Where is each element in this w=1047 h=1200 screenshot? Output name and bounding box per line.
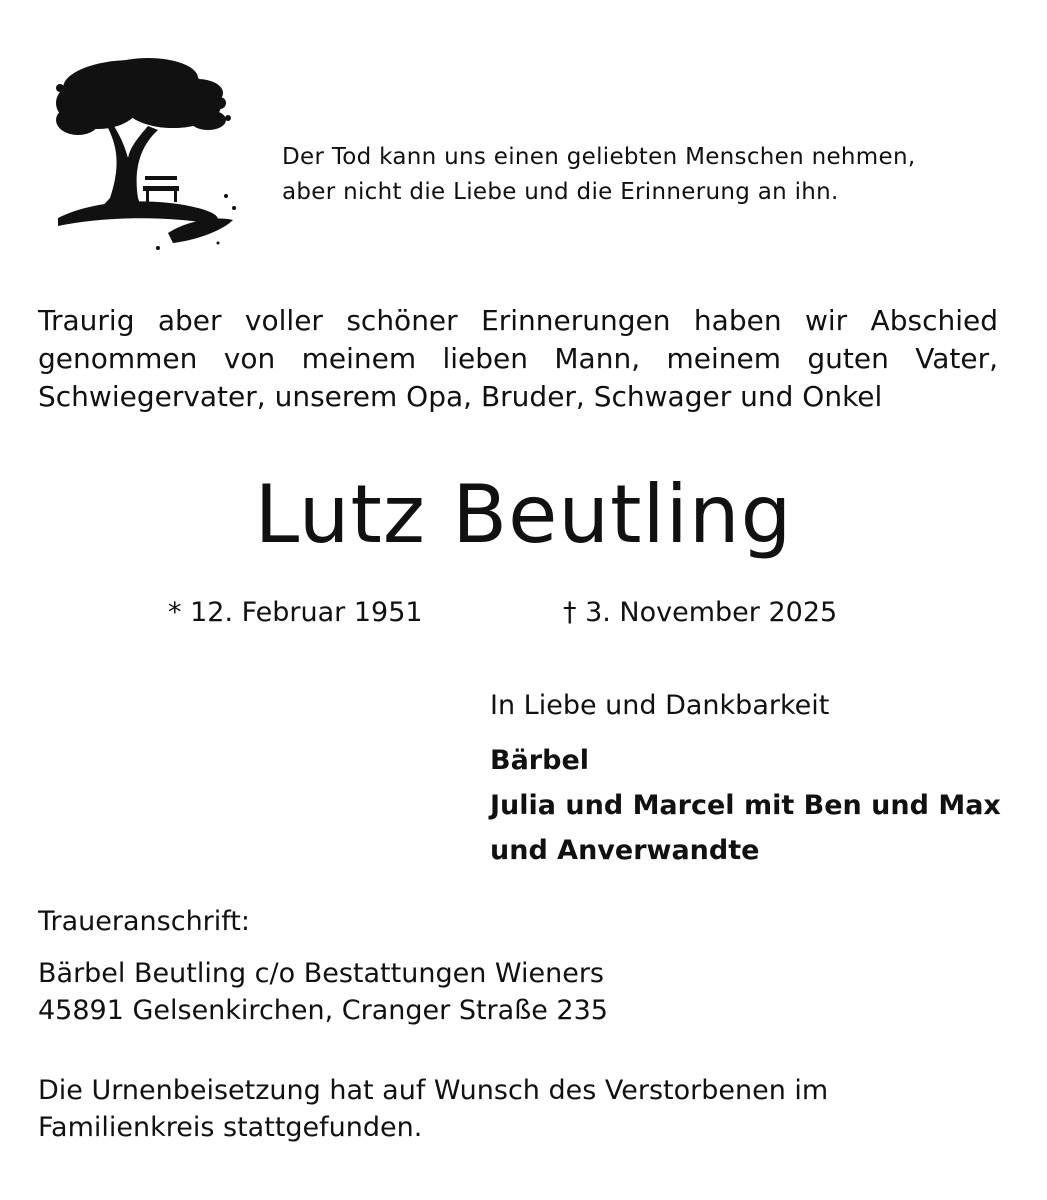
burial-note bbox=[38, 1072, 828, 1146]
mourning-address bbox=[38, 955, 608, 1029]
motto-quote bbox=[282, 140, 915, 210]
address-label: Traueranschrift: bbox=[38, 906, 250, 937]
note-line: Familienkreis stattgefunden. bbox=[38, 1112, 423, 1143]
intro-line: Traurig aber voller schöner Erinnerungen haben wir Abschied bbox=[38, 304, 998, 337]
mourner-name: Bärbel bbox=[490, 745, 590, 776]
birth-date: * 12. Februar 1951 bbox=[168, 597, 423, 628]
closing-phrase: In Liebe und Dankbarkeit bbox=[490, 690, 830, 721]
deceased-name: Lutz Beutling bbox=[254, 468, 793, 561]
intro-line: Schwiegervater, unserem Opa, Bruder, Schwager und Onkel bbox=[38, 380, 883, 413]
mourner-name: und Anverwandte bbox=[490, 835, 760, 866]
tree-with-bench-icon bbox=[48, 48, 248, 253]
address-line: Bärbel Beutling c/o Bestattungen Wieners bbox=[38, 958, 604, 989]
motto-line: aber nicht die Liebe und die Erinnerung an ihn. bbox=[282, 179, 839, 205]
address-line: 45891 Gelsenkirchen, Cranger Straße 235 bbox=[38, 995, 608, 1026]
mourners-list bbox=[490, 738, 1001, 873]
mourner-name: Julia und Marcel mit Ben und Max bbox=[490, 790, 1001, 821]
note-line: Die Urnenbeisetzung hat auf Wunsch des Verstorbenen im bbox=[38, 1075, 829, 1106]
intro-line: genommen von meinem lieben Mann, meinem guten Vater, bbox=[38, 342, 998, 375]
intro-paragraph bbox=[38, 302, 998, 416]
death-date: † 3. November 2025 bbox=[563, 597, 838, 628]
motto-line: Der Tod kann uns einen geliebten Menschen nehmen, bbox=[282, 144, 916, 170]
